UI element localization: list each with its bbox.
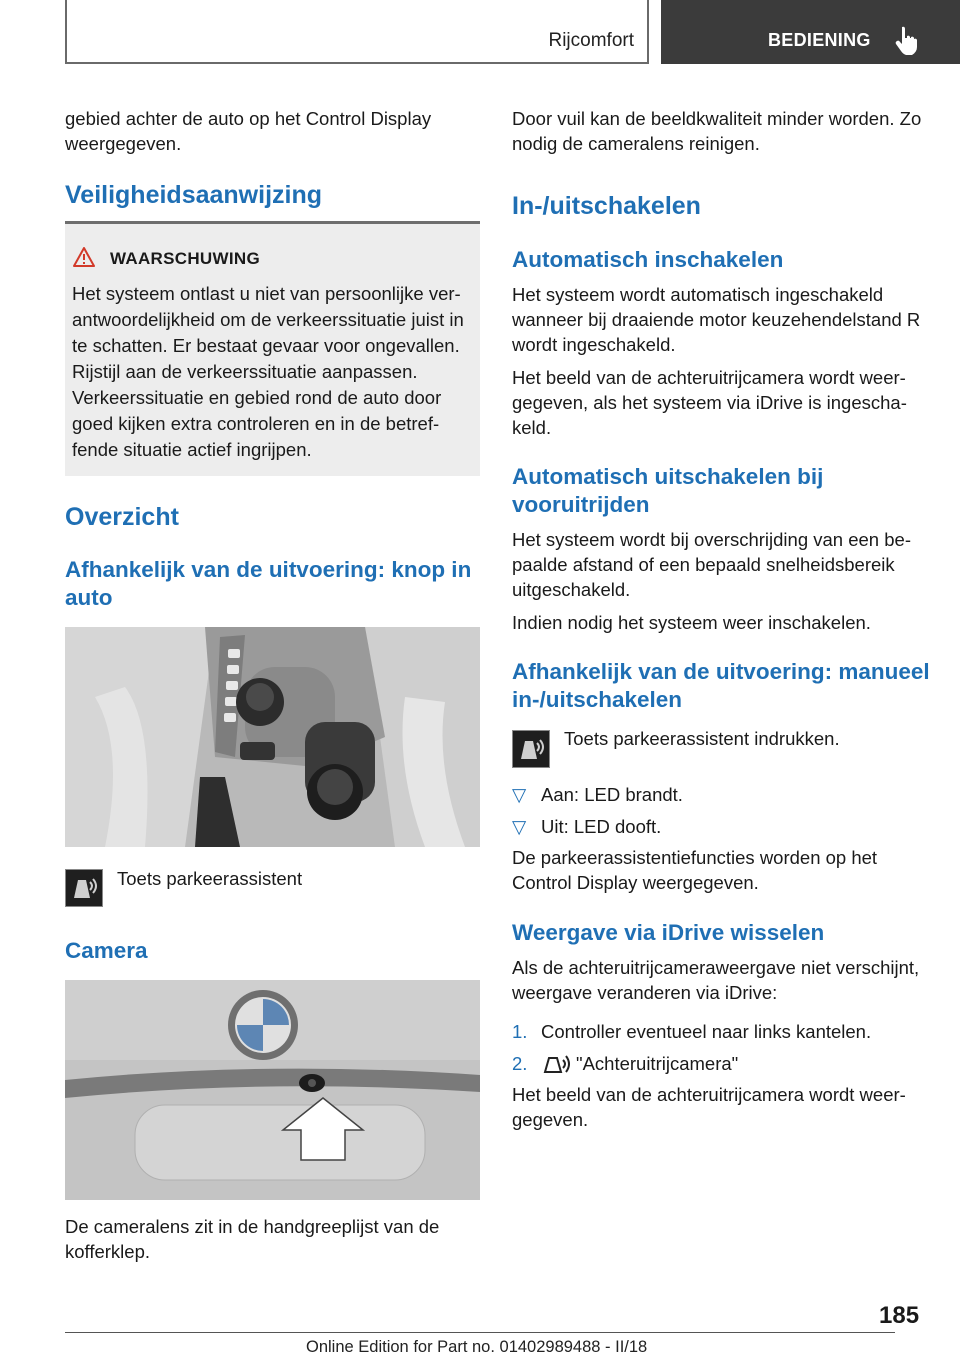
footer-divider [65, 1332, 895, 1333]
functions-text: De parkeerassistentiefuncties worden op het Control Display weergegeven. [512, 847, 878, 893]
overview-heading: Overzicht [65, 503, 179, 531]
left-column [65, 106, 480, 156]
final-block [512, 1082, 930, 1132]
park-assist-button-icon [65, 869, 103, 907]
warning-triangle-icon [72, 246, 96, 268]
list-item: ▽ Aan: LED brandt. [512, 784, 683, 805]
idrive-block [512, 955, 930, 1005]
camera-caption: De cameralens zit in de handgreeplijst van de kofferklep. [65, 1216, 440, 1262]
auto-off-text-2: Indien nodig het systeem weer inschakelen. [512, 612, 871, 633]
idrive-text: Als de achteruitrijcameraweergave niet verschijnt, weergave veranderen via iDrive: [512, 957, 920, 1003]
auto-on-heading: Automatisch inschakelen [512, 247, 784, 272]
camera-caption-block [65, 1214, 480, 1264]
step-item-2: 2. "Achteruitrijcamera" [512, 1053, 739, 1074]
header-chapter-label: BEDIENING [768, 30, 871, 50]
camera-photo [65, 980, 480, 1200]
warning-text: Het systeem ontlast u niet van persoonlijke verantwoordelijkheid om de verkeerssituatie juist in te schatten. Er bestaat gevaar voor ongevallen. Rijstijl aan de verkeerssituatie aanpassen. Verkeerssituatie en gebied rond de auto door goed kijken extra controleren en in de betreffende situatie actief ingrijpen. [72, 283, 464, 460]
auto-off-block [512, 527, 930, 635]
step-item-1: 1. Controller eventueel naar links kantelen. [512, 1021, 872, 1042]
idrive-heading: Weergave via iDrive wisselen [512, 920, 825, 945]
auto-off-text-1: Het systeem wordt bij overschrijding van een bepaalde afstand of een bepaald snelheidsbereik uitgeschakeld. [512, 529, 911, 600]
camera-heading: Camera [65, 938, 148, 963]
list-item: ▽ Uit: LED dooft. [512, 816, 662, 837]
warning-title: WAARSCHUWING [110, 249, 260, 268]
right-intro: Door vuil kan de beeldkwaliteit minder worden. Zo nodig de cameralens reinigen. [512, 108, 922, 154]
auto-off-heading: Automatisch uitschakelen bij vooruitrijden [512, 464, 824, 517]
page-number: 185 [879, 1302, 920, 1329]
manual-step: Toets parkeerassistent indrukken. [564, 728, 840, 749]
auto-on-block [512, 282, 930, 440]
button-heading: Afhankelijk van de uitvoering: knop in auto [65, 557, 472, 610]
bullet-triangle-icon: ▽ [512, 784, 527, 805]
functions-block [512, 845, 930, 895]
auto-on-text-2: Het beeld van de achteruitrijcamera wordt weergegeven, als het systeem via iDrive is ingeschakeld. [512, 367, 907, 438]
onoff-heading: In-/uitschakelen [512, 192, 701, 220]
safety-heading: Veiligheidsaanwijzing [65, 181, 323, 209]
center-console-photo [65, 627, 480, 847]
header-section-title: Rijcomfort [548, 30, 634, 51]
right-intro-block [512, 106, 932, 156]
park-assist-button-icon-2 [512, 730, 550, 768]
footer-edition: Online Edition for Part no. 01402989488 - II/18 [306, 1338, 648, 1356]
bullet-triangle-icon: ▽ [512, 816, 527, 837]
manual-heading: Afhankelijk van de uitvoering: manueel in-/uitschakelen [512, 659, 930, 712]
camera-icon [541, 1052, 575, 1076]
button-caption: Toets parkeerassistent [117, 868, 303, 889]
left-intro: gebied achter de auto op het Control Display weergegeven. [65, 108, 432, 154]
auto-on-text-1: Het systeem wordt automatisch ingeschakeld wanneer bij draaiende motor keuzehendelstand R wordt ingeschakeld. [512, 284, 921, 355]
pointing-hand-icon [894, 25, 920, 55]
final-text: Het beeld van de achteruitrijcamera wordt weergegeven. [512, 1084, 906, 1130]
